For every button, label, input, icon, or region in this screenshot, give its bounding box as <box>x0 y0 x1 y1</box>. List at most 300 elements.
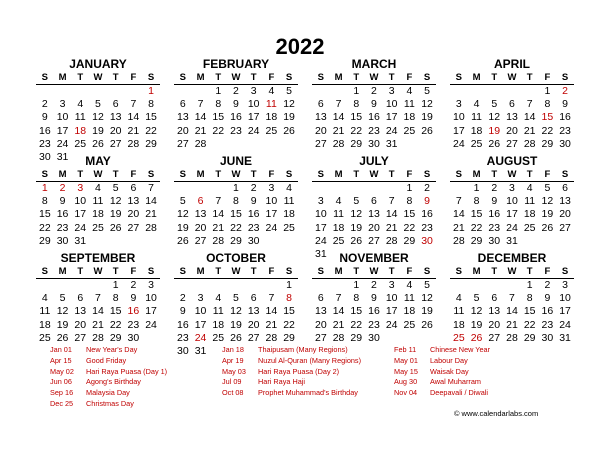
day-cell: 3 <box>148 279 154 291</box>
day-cell: 31 <box>194 344 207 357</box>
weekday-header: F <box>125 71 143 85</box>
day-cell: 23 <box>368 318 380 331</box>
day-cell: 8 <box>406 195 413 208</box>
holiday-day-cell: 18 <box>74 124 87 137</box>
day-cell: 3 <box>455 98 462 111</box>
day-cell: 1 <box>215 85 222 97</box>
holiday-name: Hari Raya Puasa (Day 2) <box>258 366 340 376</box>
day-cell: 24 <box>56 137 69 150</box>
holiday-row <box>394 377 569 388</box>
day-cell: 21 <box>506 318 518 331</box>
day-cell: 28 <box>265 331 278 344</box>
empty-day-cell <box>312 85 330 98</box>
holiday-day-cell: 16 <box>127 305 140 318</box>
day-cell: 5 <box>112 182 119 194</box>
holiday-row <box>394 388 569 399</box>
weekday-header: T <box>209 265 227 279</box>
day-cell: 30 <box>368 331 380 344</box>
day-cell: 6 <box>130 182 137 194</box>
day-cell: 19 <box>350 221 363 234</box>
month-grid <box>450 168 574 248</box>
holiday-row <box>394 356 569 367</box>
month-grid <box>312 71 436 151</box>
empty-day-cell <box>54 279 72 292</box>
day-cell: 10 <box>74 195 87 208</box>
day-cell: 22 <box>523 318 536 331</box>
day-cell: 9 <box>41 111 48 124</box>
day-cell: 24 <box>247 124 260 137</box>
holiday-day-cell: 2 <box>562 85 568 97</box>
day-cell: 25 <box>470 137 483 150</box>
day-cell: 14 <box>145 195 157 208</box>
day-cell: 27 <box>368 234 380 247</box>
day-cell: 31 <box>315 247 327 260</box>
weekday-header: M <box>54 168 72 182</box>
day-cell: 18 <box>265 111 278 124</box>
day-cell: 23 <box>488 221 501 234</box>
holiday-date: May 03 <box>222 366 246 376</box>
day-cell: 5 <box>353 195 360 208</box>
day-cell: 23 <box>230 124 242 137</box>
day-cell: 26 <box>421 318 433 331</box>
day-cell: 30 <box>368 137 380 150</box>
day-cell: 27 <box>74 331 87 344</box>
day-cell: 4 <box>268 85 275 97</box>
empty-day-cell <box>450 182 468 195</box>
day-cell: 14 <box>127 111 140 124</box>
weekday-header: S <box>450 168 468 182</box>
month-december <box>450 251 574 345</box>
day-cell: 14 <box>523 111 536 124</box>
weekday-header: S <box>36 71 54 85</box>
day-cell: 27 <box>315 331 327 344</box>
holiday-column <box>222 345 397 399</box>
empty-day-cell <box>347 182 365 195</box>
day-cell: 11 <box>283 195 295 208</box>
day-cell: 2 <box>371 85 377 97</box>
holiday-row <box>50 356 225 367</box>
weekday-header: W <box>227 71 245 85</box>
empty-day-cell <box>174 85 192 98</box>
day-cell: 11 <box>92 195 104 208</box>
day-cell: 12 <box>230 305 242 318</box>
holiday-row <box>222 356 397 367</box>
day-cell: 17 <box>559 305 571 318</box>
day-cell: 22 <box>350 318 363 331</box>
day-cell: 14 <box>265 305 278 318</box>
day-cell: 1 <box>286 279 292 291</box>
weekday-header: W <box>365 168 383 182</box>
day-cell: 29 <box>283 331 295 344</box>
day-cell: 5 <box>59 292 66 305</box>
day-cell: 28 <box>212 234 225 247</box>
holiday-day-cell: 1 <box>148 85 154 97</box>
day-cell: 29 <box>541 137 554 150</box>
holiday-row <box>50 399 225 410</box>
holiday-name: Thaipusam (Many Regions) <box>258 345 348 354</box>
day-cell: 31 <box>74 234 87 247</box>
day-cell: 20 <box>74 318 87 331</box>
day-cell: 6 <box>491 292 498 305</box>
day-cell: 6 <box>562 182 568 194</box>
day-cell: 4 <box>526 182 533 194</box>
day-cell: 8 <box>353 292 360 305</box>
day-cell: 4 <box>335 195 342 208</box>
day-cell: 16 <box>541 305 554 318</box>
weekday-header: T <box>383 71 401 85</box>
day-cell: 14 <box>453 208 465 221</box>
day-cell: 1 <box>406 182 413 194</box>
day-cell: 27 <box>559 221 571 234</box>
day-cell: 5 <box>179 195 186 208</box>
day-cell: 23 <box>127 318 140 331</box>
weekday-header: W <box>89 265 107 279</box>
day-cell: 24 <box>453 137 465 150</box>
empty-day-cell <box>312 182 330 195</box>
day-cell: 25 <box>403 124 416 137</box>
day-cell: 29 <box>145 137 157 150</box>
weekday-header: T <box>71 168 89 182</box>
day-cell: 30 <box>177 344 189 357</box>
month-september <box>36 251 160 345</box>
month-grid <box>450 71 574 151</box>
day-cell: 8 <box>112 292 119 305</box>
weekday-header: M <box>468 265 486 279</box>
weekday-header: M <box>330 265 348 279</box>
day-cell: 4 <box>77 98 84 111</box>
empty-day-cell <box>330 279 348 292</box>
empty-day-cell <box>365 182 383 195</box>
day-cell: 12 <box>470 305 483 318</box>
day-cell: 10 <box>145 292 157 305</box>
day-cell: 14 <box>212 208 225 221</box>
day-cell: 10 <box>56 111 69 124</box>
day-cell: 16 <box>368 111 380 124</box>
empty-day-cell <box>71 85 89 98</box>
day-cell: 16 <box>230 111 242 124</box>
holiday-name: Nuzul Al-Quran (Many Regions) <box>258 355 362 365</box>
month-name: DECEMBER <box>477 251 547 265</box>
empty-day-cell <box>227 279 245 292</box>
day-cell: 4 <box>215 292 222 305</box>
day-cell: 24 <box>506 221 518 234</box>
month-name: MARCH <box>351 57 397 71</box>
day-cell: 5 <box>233 292 239 305</box>
day-cell: 15 <box>350 111 363 124</box>
day-cell: 30 <box>56 234 69 247</box>
day-cell: 22 <box>470 221 483 234</box>
empty-day-cell <box>71 279 89 292</box>
day-cell: 26 <box>56 331 69 344</box>
weekday-header: W <box>227 265 245 279</box>
holiday-row <box>50 388 225 399</box>
day-cell: 28 <box>523 137 536 150</box>
day-cell: 15 <box>470 208 483 221</box>
day-cell: 11 <box>471 111 482 124</box>
holiday-name: Agong's Birthday <box>86 377 141 387</box>
day-cell: 16 <box>421 208 433 221</box>
day-cell: 31 <box>385 137 398 150</box>
holiday-date: Jul 09 <box>222 377 242 387</box>
day-cell: 31 <box>506 234 518 247</box>
day-cell: 6 <box>112 98 119 111</box>
day-cell: 25 <box>283 221 295 234</box>
day-cell: 18 <box>523 208 536 221</box>
day-cell: 1 <box>544 85 551 97</box>
day-cell: 17 <box>453 124 465 137</box>
day-cell: 14 <box>332 305 345 318</box>
day-cell: 28 <box>92 331 104 344</box>
day-cell: 12 <box>421 98 433 111</box>
empty-day-cell <box>521 85 539 98</box>
day-cell: 21 <box>453 221 465 234</box>
weekday-header: T <box>71 265 89 279</box>
day-cell: 7 <box>215 195 222 208</box>
day-cell: 12 <box>177 208 189 221</box>
day-cell: 24 <box>385 124 398 137</box>
day-cell: 17 <box>247 111 260 124</box>
day-cell: 29 <box>109 331 122 344</box>
day-cell: 14 <box>332 111 345 124</box>
day-cell: 17 <box>145 305 157 318</box>
day-cell: 2 <box>130 279 137 291</box>
day-cell: 10 <box>194 305 207 318</box>
day-cell: 19 <box>283 111 295 124</box>
holiday-row <box>50 377 225 388</box>
holiday-date: Dec 25 <box>50 398 74 408</box>
empty-day-cell <box>125 85 143 98</box>
holiday-day-cell: 3 <box>77 182 84 194</box>
day-cell: 4 <box>286 182 292 194</box>
month-august <box>450 154 574 248</box>
empty-day-cell <box>192 182 210 195</box>
month-july <box>312 154 436 261</box>
day-cell: 19 <box>109 208 122 221</box>
weekday-header: W <box>365 265 383 279</box>
day-cell: 5 <box>491 98 498 111</box>
day-cell: 17 <box>506 208 518 221</box>
day-cell: 8 <box>215 98 222 111</box>
day-cell: 23 <box>247 221 260 234</box>
empty-day-cell <box>174 182 192 195</box>
day-cell: 3 <box>250 85 257 97</box>
day-cell: 8 <box>526 292 533 305</box>
day-cell: 25 <box>39 331 51 344</box>
weekday-header: S <box>312 71 330 85</box>
holiday-date: Feb 11 <box>394 345 417 354</box>
weekday-header: F <box>539 71 557 85</box>
day-cell: 17 <box>74 208 87 221</box>
month-may <box>36 154 160 248</box>
day-cell: 29 <box>403 234 416 247</box>
weekday-header: S <box>174 265 192 279</box>
weekday-header: S <box>36 265 54 279</box>
calendar-year-title: 2022 <box>275 34 325 59</box>
weekday-header: T <box>107 71 125 85</box>
day-cell: 1 <box>112 279 119 291</box>
day-cell: 16 <box>368 305 380 318</box>
month-march <box>312 57 436 151</box>
day-cell: 28 <box>332 137 345 150</box>
day-cell: 9 <box>130 292 137 305</box>
weekday-header: M <box>54 265 72 279</box>
holiday-date: Sep 16 <box>50 388 74 398</box>
day-cell: 23 <box>177 331 189 344</box>
day-cell: 15 <box>212 111 225 124</box>
day-cell: 22 <box>350 124 363 137</box>
day-cell: 21 <box>385 221 398 234</box>
weekday-header: S <box>450 71 468 85</box>
day-cell: 22 <box>283 318 295 331</box>
day-cell: 8 <box>353 98 360 111</box>
month-february <box>174 57 298 151</box>
holiday-column <box>50 345 225 410</box>
day-cell: 12 <box>541 195 554 208</box>
day-cell: 29 <box>39 234 51 247</box>
day-cell: 15 <box>230 208 242 221</box>
day-cell: 20 <box>315 318 327 331</box>
day-cell: 20 <box>488 318 501 331</box>
day-cell: 9 <box>250 195 257 208</box>
weekday-header: W <box>365 71 383 85</box>
day-cell: 17 <box>194 318 207 331</box>
day-cell: 25 <box>403 318 416 331</box>
holiday-row <box>394 345 569 356</box>
holiday-day-cell: 26 <box>470 331 483 344</box>
weekday-header: F <box>263 168 281 182</box>
day-cell: 25 <box>92 221 104 234</box>
day-cell: 23 <box>56 221 69 234</box>
holiday-row <box>50 367 225 378</box>
empty-day-cell <box>192 279 210 292</box>
day-cell: 3 <box>59 98 66 111</box>
day-cell: 22 <box>109 318 122 331</box>
day-cell: 7 <box>335 98 342 111</box>
day-cell: 2 <box>424 182 430 194</box>
empty-day-cell <box>312 279 330 292</box>
day-cell: 14 <box>194 111 207 124</box>
holiday-column <box>394 345 569 399</box>
day-cell: 22 <box>39 221 51 234</box>
day-cell: 18 <box>39 318 51 331</box>
day-cell: 27 <box>488 331 501 344</box>
holiday-row <box>394 367 569 378</box>
month-grid <box>36 71 160 164</box>
day-cell: 18 <box>470 124 483 137</box>
weekday-header: T <box>521 265 539 279</box>
weekday-header: S <box>418 265 436 279</box>
day-cell: 10 <box>315 208 327 221</box>
weekday-header: M <box>192 71 210 85</box>
holiday-name: Malaysia Day <box>86 388 130 398</box>
day-cell: 29 <box>350 331 363 344</box>
day-cell: 5 <box>424 279 430 291</box>
day-cell: 11 <box>403 292 415 305</box>
weekday-header: T <box>485 71 503 85</box>
weekday-header: F <box>263 265 281 279</box>
holiday-date: Apr 19 <box>222 355 244 365</box>
day-cell: 23 <box>421 221 433 234</box>
empty-day-cell <box>36 85 54 98</box>
credit-text: www.calendarlabs.com <box>461 409 539 418</box>
weekday-header: S <box>280 168 298 182</box>
day-cell: 22 <box>403 221 416 234</box>
day-cell: 14 <box>506 305 518 318</box>
month-name: OCTOBER <box>206 251 266 265</box>
day-cell: 5 <box>473 292 480 305</box>
month-name: JUNE <box>219 154 252 168</box>
day-cell: 30 <box>488 234 501 247</box>
day-cell: 17 <box>315 221 327 234</box>
weekday-header: M <box>54 71 72 85</box>
day-cell: 16 <box>177 318 189 331</box>
weekday-header: S <box>280 265 298 279</box>
holiday-name: Deepavali / Diwali <box>430 388 488 398</box>
day-cell: 2 <box>371 279 377 291</box>
empty-day-cell <box>503 85 521 98</box>
month-january <box>36 57 160 164</box>
weekday-header: T <box>521 168 539 182</box>
day-cell: 7 <box>268 292 275 305</box>
day-cell: 28 <box>385 234 398 247</box>
empty-day-cell <box>450 279 468 292</box>
day-cell: 16 <box>56 208 69 221</box>
day-cell: 5 <box>424 85 430 97</box>
day-cell: 18 <box>332 221 345 234</box>
day-cell: 24 <box>74 221 87 234</box>
day-cell: 4 <box>473 98 480 111</box>
day-cell: 6 <box>250 292 257 305</box>
day-cell: 4 <box>41 292 48 305</box>
weekday-header: F <box>401 168 419 182</box>
day-cell: 22 <box>230 221 242 234</box>
weekday-header: S <box>280 71 298 85</box>
day-cell: 17 <box>385 305 398 318</box>
day-cell: 2 <box>233 85 239 97</box>
day-cell: 12 <box>488 111 501 124</box>
day-cell: 20 <box>247 318 260 331</box>
day-cell: 3 <box>388 279 395 291</box>
day-cell: 15 <box>523 305 536 318</box>
day-cell: 18 <box>212 318 225 331</box>
day-cell: 26 <box>109 221 122 234</box>
empty-day-cell <box>450 85 468 98</box>
day-cell: 11 <box>74 111 86 124</box>
day-cell: 18 <box>92 208 104 221</box>
empty-day-cell <box>245 279 263 292</box>
holiday-row <box>222 345 397 356</box>
day-cell: 29 <box>523 331 536 344</box>
empty-day-cell <box>383 182 401 195</box>
day-cell: 13 <box>368 208 380 221</box>
day-cell: 4 <box>95 182 101 194</box>
holiday-name: Prophet Muhammad's Birthday <box>258 388 358 398</box>
day-cell: 11 <box>333 208 344 221</box>
day-cell: 19 <box>470 318 483 331</box>
day-cell: 18 <box>453 318 465 331</box>
day-cell: 10 <box>385 292 398 305</box>
day-cell: 10 <box>559 292 571 305</box>
day-cell: 15 <box>350 305 363 318</box>
day-cell: 27 <box>247 331 260 344</box>
holiday-date: Jan 18 <box>222 345 244 354</box>
month-name: SEPTEMBER <box>60 251 136 265</box>
holiday-date: Jan 01 <box>50 345 72 354</box>
month-name: JANUARY <box>69 57 127 71</box>
holiday-date: May 02 <box>50 366 74 376</box>
day-cell: 13 <box>559 195 571 208</box>
day-cell: 3 <box>562 279 568 291</box>
